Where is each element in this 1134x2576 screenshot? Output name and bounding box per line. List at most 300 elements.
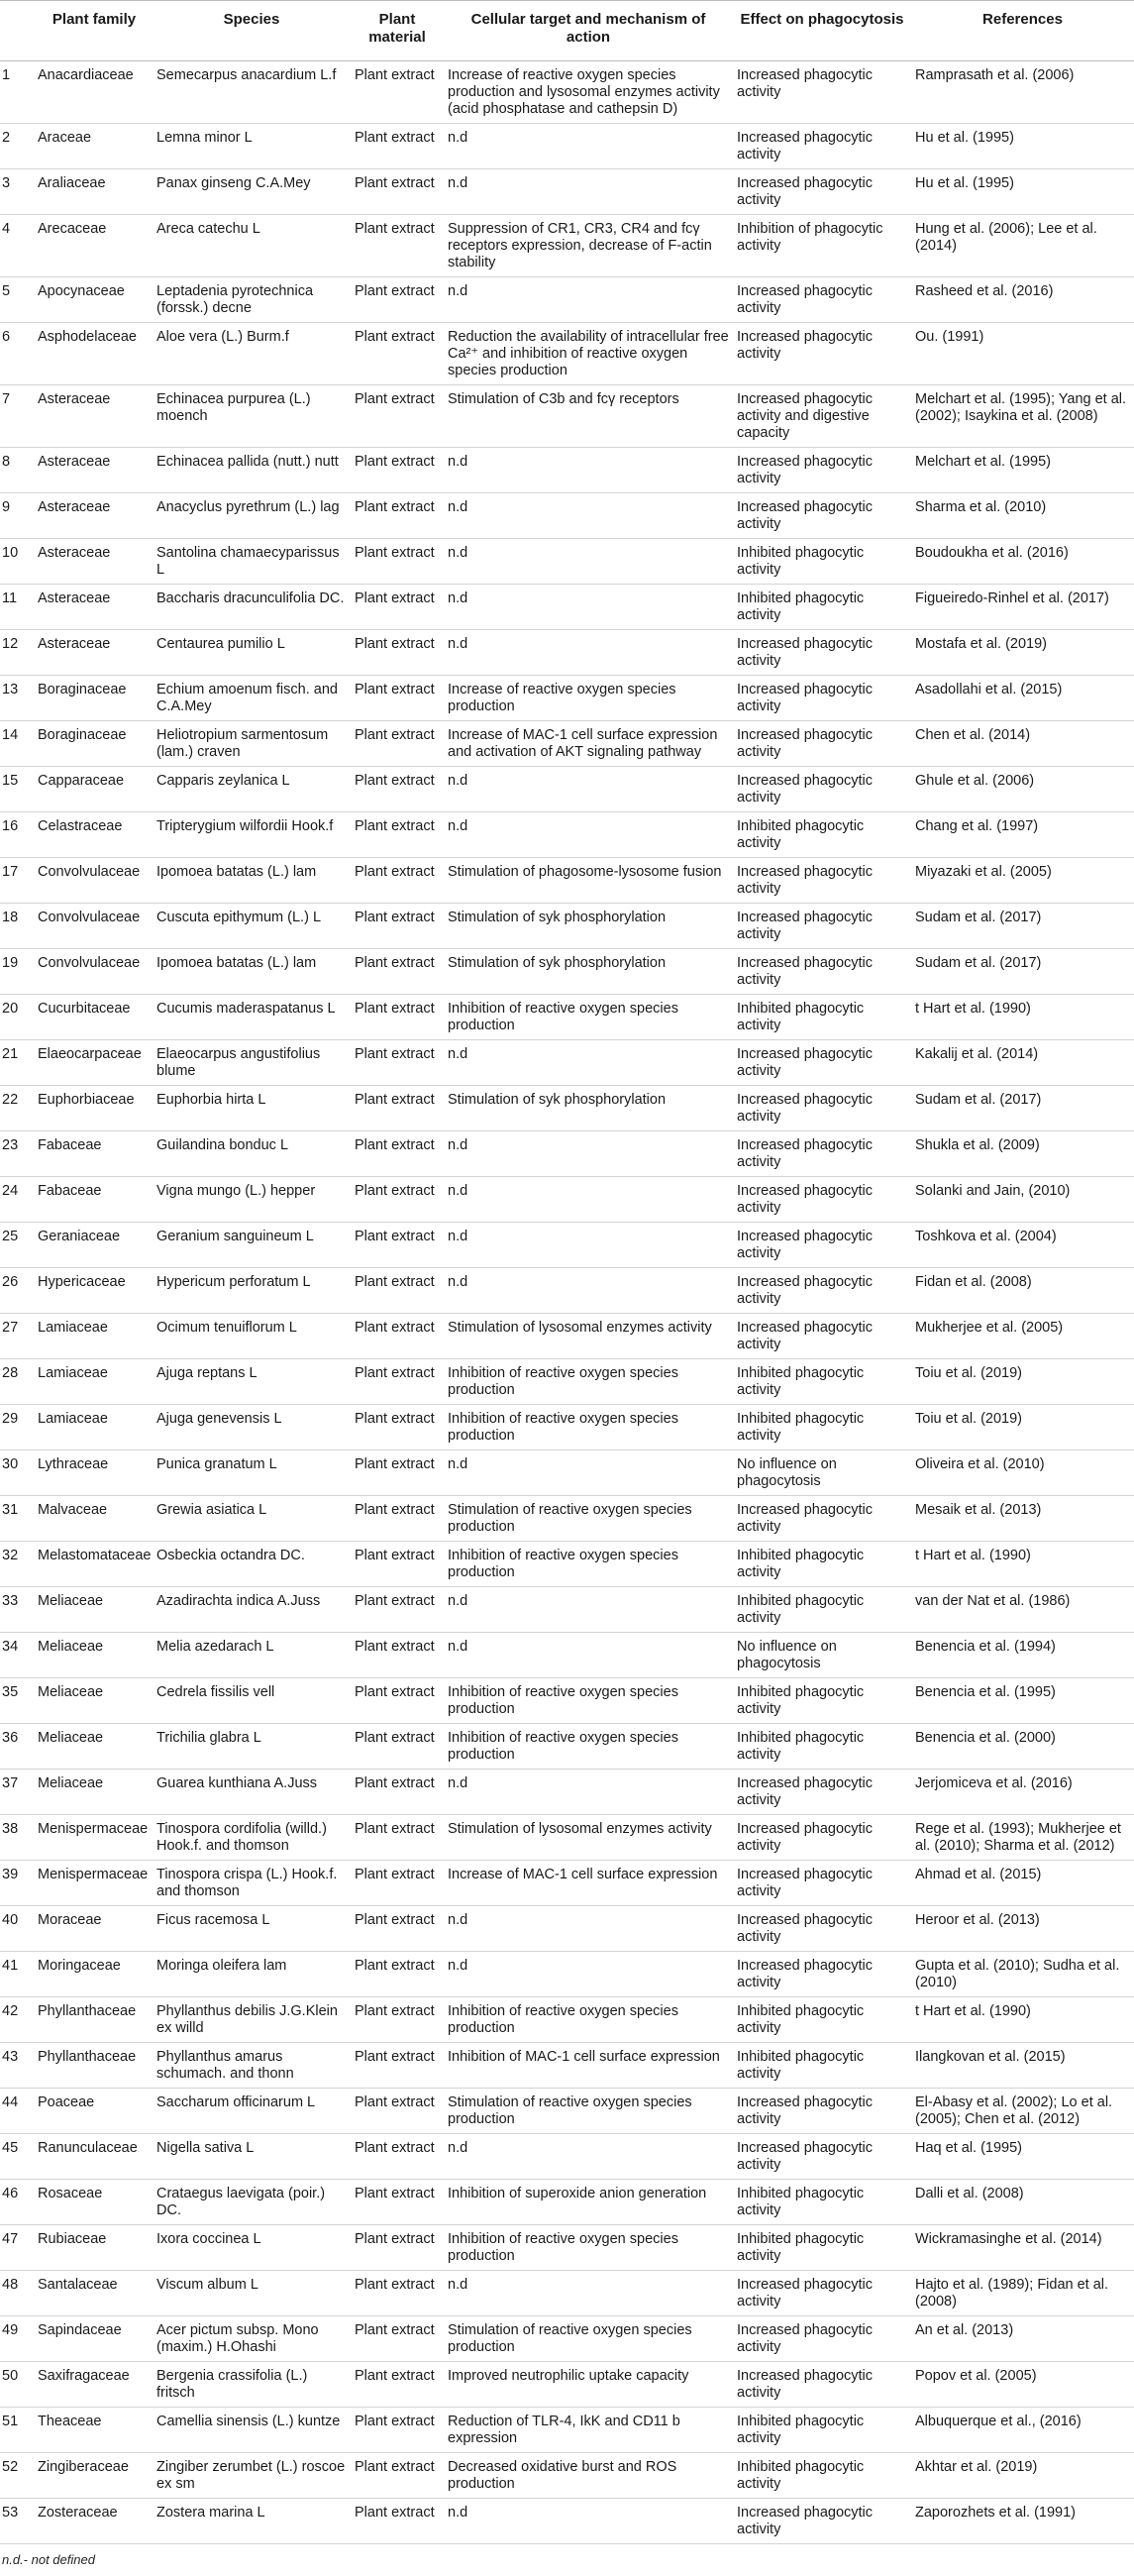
effect-cell: Inhibited phagocytic activity xyxy=(733,1359,911,1405)
plant-family-cell: Meliaceae xyxy=(36,1770,153,1815)
plant-family-cell: Capparaceae xyxy=(36,767,153,812)
row-number: 7 xyxy=(0,385,36,448)
table-row xyxy=(0,1086,1134,1131)
mechanism-cell: n.d xyxy=(444,630,733,676)
row-number: 22 xyxy=(0,1086,36,1131)
plant-family-cell: Zingiberaceae xyxy=(36,2453,153,2499)
mechanism-cell: n.d xyxy=(444,493,733,539)
plant-family-cell: Asteraceae xyxy=(36,539,153,585)
row-number: 11 xyxy=(0,585,36,630)
mechanism-cell: Inhibition of reactive oxygen species production xyxy=(444,1724,733,1770)
species-cell: Bergenia crassifolia (L.) fritsch xyxy=(153,2362,351,2408)
species-cell: Anacyclus pyrethrum (L.) lag xyxy=(153,493,351,539)
plant-material-cell: Plant extract xyxy=(351,585,444,630)
plant-family-cell: Phyllanthaceae xyxy=(36,2043,153,2089)
plant-material-cell: Plant extract xyxy=(351,385,444,448)
reference-cell: Asadollahi et al. (2015) xyxy=(911,676,1134,721)
plant-material-cell: Plant extract xyxy=(351,1450,444,1496)
mechanism-cell: Inhibition of reactive oxygen species production xyxy=(444,1359,733,1405)
table-row xyxy=(0,1040,1134,1086)
species-cell: Santolina chamaecyparissus L xyxy=(153,539,351,585)
table-row xyxy=(0,448,1134,493)
table-row xyxy=(0,215,1134,277)
plant-material-cell: Plant extract xyxy=(351,1040,444,1086)
plant-material-cell: Plant extract xyxy=(351,676,444,721)
plant-family-cell: Asteraceae xyxy=(36,585,153,630)
species-cell: Moringa oleifera lam xyxy=(153,1952,351,1997)
row-number: 8 xyxy=(0,448,36,493)
plant-family-cell: Theaceae xyxy=(36,2408,153,2453)
reference-cell: El-Abasy et al. (2002); Lo et al. (2005); Chen et al. (2012) xyxy=(911,2089,1134,2134)
effect-cell: Increased phagocytic activity xyxy=(733,949,911,995)
species-cell: Guarea kunthiana A.Juss xyxy=(153,1770,351,1815)
species-cell: Centaurea pumilio L xyxy=(153,630,351,676)
species-cell: Cuscuta epithymum (L.) L xyxy=(153,904,351,949)
row-number: 38 xyxy=(0,1815,36,1861)
mechanism-cell: n.d xyxy=(444,1040,733,1086)
effect-cell: Increased phagocytic activity xyxy=(733,169,911,215)
effect-cell: Increased phagocytic activity xyxy=(733,2362,911,2408)
plant-family-cell: Asteraceae xyxy=(36,385,153,448)
plant-family-cell: Euphorbiaceae xyxy=(36,1086,153,1131)
reference-cell: van der Nat et al. (1986) xyxy=(911,1587,1134,1633)
plant-material-cell: Plant extract xyxy=(351,1405,444,1450)
plant-family-cell: Moringaceae xyxy=(36,1952,153,1997)
row-number: 5 xyxy=(0,277,36,323)
header-mechanism: Cellular target and mechanism of action xyxy=(444,1,733,61)
plant-family-cell: Fabaceae xyxy=(36,1177,153,1223)
reference-cell: t Hart et al. (1990) xyxy=(911,1997,1134,2043)
effect-cell: No influence on phagocytosis xyxy=(733,1450,911,1496)
effect-cell: Inhibited phagocytic activity xyxy=(733,1724,911,1770)
plant-material-cell: Plant extract xyxy=(351,1086,444,1131)
plant-family-cell: Meliaceae xyxy=(36,1724,153,1770)
row-number: 1 xyxy=(0,61,36,124)
plant-family-cell: Asphodelaceae xyxy=(36,323,153,385)
row-number: 28 xyxy=(0,1359,36,1405)
reference-cell: t Hart et al. (1990) xyxy=(911,995,1134,1040)
reference-cell: Benencia et al. (1994) xyxy=(911,1633,1134,1678)
species-cell: Cedrela fissilis vell xyxy=(153,1678,351,1724)
effect-cell: Inhibited phagocytic activity xyxy=(733,1542,911,1587)
plant-material-cell: Plant extract xyxy=(351,2134,444,2180)
row-number: 40 xyxy=(0,1906,36,1952)
effect-cell: Increased phagocytic activity xyxy=(733,904,911,949)
plant-material-cell: Plant extract xyxy=(351,1496,444,1542)
plant-family-cell: Arecaceae xyxy=(36,215,153,277)
plant-material-cell: Plant extract xyxy=(351,1952,444,1997)
plant-material-cell: Plant extract xyxy=(351,1359,444,1405)
effect-cell: Increased phagocytic activity xyxy=(733,858,911,904)
effect-cell: Increased phagocytic activity xyxy=(733,1496,911,1542)
reference-cell: Mesaik et al. (2013) xyxy=(911,1496,1134,1542)
effect-cell: Increased phagocytic activity xyxy=(733,676,911,721)
effect-cell: Increased phagocytic activity xyxy=(733,323,911,385)
plant-material-cell: Plant extract xyxy=(351,169,444,215)
mechanism-cell: n.d xyxy=(444,585,733,630)
table-row xyxy=(0,169,1134,215)
mechanism-cell: Decreased oxidative burst and ROS production xyxy=(444,2453,733,2499)
table-row xyxy=(0,2408,1134,2453)
mechanism-cell: n.d xyxy=(444,448,733,493)
mechanism-cell: Inhibition of reactive oxygen species production xyxy=(444,1405,733,1450)
plant-family-cell: Menispermaceae xyxy=(36,1815,153,1861)
reference-cell: Sharma et al. (2010) xyxy=(911,493,1134,539)
plant-material-cell: Plant extract xyxy=(351,2043,444,2089)
species-cell: Azadirachta indica A.Juss xyxy=(153,1587,351,1633)
effect-cell: Increased phagocytic activity xyxy=(733,2271,911,2316)
effect-cell: Increased phagocytic activity xyxy=(733,1815,911,1861)
mechanism-cell: n.d xyxy=(444,1268,733,1314)
species-cell: Semecarpus anacardium L.f xyxy=(153,61,351,124)
plant-family-cell: Malvaceae xyxy=(36,1496,153,1542)
effect-cell: Increased phagocytic activity xyxy=(733,1952,911,1997)
plant-family-cell: Saxifragaceae xyxy=(36,2362,153,2408)
table-row xyxy=(0,1587,1134,1633)
species-cell: Punica granatum L xyxy=(153,1450,351,1496)
plant-family-cell: Celastraceae xyxy=(36,812,153,858)
plant-material-cell: Plant extract xyxy=(351,904,444,949)
plant-material-cell: Plant extract xyxy=(351,2362,444,2408)
reference-cell: Gupta et al. (2010); Sudha et al. (2010) xyxy=(911,1952,1134,1997)
reference-cell: Melchart et al. (1995) xyxy=(911,448,1134,493)
table-row xyxy=(0,585,1134,630)
row-number: 31 xyxy=(0,1496,36,1542)
reference-cell: Rasheed et al. (2016) xyxy=(911,277,1134,323)
row-number: 17 xyxy=(0,858,36,904)
plant-family-cell: Boraginaceae xyxy=(36,721,153,767)
footnote: n.d.- not defined xyxy=(2,2552,95,2567)
plant-material-cell: Plant extract xyxy=(351,1633,444,1678)
effect-cell: Inhibited phagocytic activity xyxy=(733,539,911,585)
plant-family-cell: Sapindaceae xyxy=(36,2316,153,2362)
effect-cell: Inhibited phagocytic activity xyxy=(733,585,911,630)
row-number: 3 xyxy=(0,169,36,215)
species-cell: Capparis zeylanica L xyxy=(153,767,351,812)
row-number: 20 xyxy=(0,995,36,1040)
species-cell: Hypericum perforatum L xyxy=(153,1268,351,1314)
effect-cell: Increased phagocytic activity xyxy=(733,2316,911,2362)
row-number: 36 xyxy=(0,1724,36,1770)
table-row xyxy=(0,1997,1134,2043)
effect-cell: Inhibited phagocytic activity xyxy=(733,812,911,858)
species-cell: Ixora coccinea L xyxy=(153,2225,351,2271)
plant-family-cell: Apocynaceae xyxy=(36,277,153,323)
species-cell: Zingiber zerumbet (L.) roscoe ex sm xyxy=(153,2453,351,2499)
plant-material-cell: Plant extract xyxy=(351,2225,444,2271)
effect-cell: Inhibited phagocytic activity xyxy=(733,2043,911,2089)
species-cell: Ipomoea batatas (L.) lam xyxy=(153,858,351,904)
row-number: 24 xyxy=(0,1177,36,1223)
plant-material-cell: Plant extract xyxy=(351,949,444,995)
reference-cell: Boudoukha et al. (2016) xyxy=(911,539,1134,585)
species-cell: Baccharis dracunculifolia DC. xyxy=(153,585,351,630)
plant-material-cell: Plant extract xyxy=(351,1861,444,1906)
table-row xyxy=(0,721,1134,767)
mechanism-cell: Inhibition of reactive oxygen species production xyxy=(444,1997,733,2043)
header-num xyxy=(0,1,36,61)
row-number: 26 xyxy=(0,1268,36,1314)
species-cell: Echium amoenum fisch. and C.A.Mey xyxy=(153,676,351,721)
mechanism-cell: Stimulation of C3b and fcγ receptors xyxy=(444,385,733,448)
plant-material-cell: Plant extract xyxy=(351,2453,444,2499)
table-row xyxy=(0,1724,1134,1770)
row-number: 2 xyxy=(0,124,36,169)
reference-cell: Akhtar et al. (2019) xyxy=(911,2453,1134,2499)
row-number: 46 xyxy=(0,2180,36,2225)
table-row xyxy=(0,1815,1134,1861)
plant-family-cell: Geraniaceae xyxy=(36,1223,153,1268)
plant-material-cell: Plant extract xyxy=(351,493,444,539)
mechanism-cell: Stimulation of lysosomal enzymes activity xyxy=(444,1314,733,1359)
effect-cell: Increased phagocytic activity xyxy=(733,1223,911,1268)
species-cell: Phyllanthus amarus schumach. and thonn xyxy=(153,2043,351,2089)
species-cell: Heliotropium sarmentosum (lam.) craven xyxy=(153,721,351,767)
mechanism-cell: Stimulation of phagosome-lysosome fusion xyxy=(444,858,733,904)
table-row xyxy=(0,1223,1134,1268)
row-number: 44 xyxy=(0,2089,36,2134)
effect-cell: Inhibited phagocytic activity xyxy=(733,995,911,1040)
reference-cell: Hajto et al. (1989); Fidan et al. (2008) xyxy=(911,2271,1134,2316)
plant-family-cell: Araceae xyxy=(36,124,153,169)
plant-material-cell: Plant extract xyxy=(351,1268,444,1314)
species-cell: Areca catechu L xyxy=(153,215,351,277)
species-cell: Vigna mungo (L.) hepper xyxy=(153,1177,351,1223)
species-cell: Phyllanthus debilis J.G.Klein ex willd xyxy=(153,1997,351,2043)
table-row xyxy=(0,904,1134,949)
mechanism-cell: n.d xyxy=(444,1223,733,1268)
table-row xyxy=(0,323,1134,385)
reference-cell: Hu et al. (1995) xyxy=(911,124,1134,169)
row-number: 27 xyxy=(0,1314,36,1359)
species-cell: Crataegus laevigata (poir.) DC. xyxy=(153,2180,351,2225)
row-number: 48 xyxy=(0,2271,36,2316)
effect-cell: Increased phagocytic activity xyxy=(733,1906,911,1952)
plant-material-cell: Plant extract xyxy=(351,1223,444,1268)
table-row xyxy=(0,2225,1134,2271)
mechanism-cell: Inhibition of reactive oxygen species production xyxy=(444,2225,733,2271)
header-row xyxy=(0,1,1134,61)
header-plant-family: Plant family xyxy=(36,1,153,61)
plant-material-cell: Plant extract xyxy=(351,995,444,1040)
plant-material-cell: Plant extract xyxy=(351,2499,444,2544)
row-number: 18 xyxy=(0,904,36,949)
plant-material-cell: Plant extract xyxy=(351,1542,444,1587)
effect-cell: Increased phagocytic activity xyxy=(733,1314,911,1359)
table-row xyxy=(0,812,1134,858)
table-row xyxy=(0,539,1134,585)
row-number: 32 xyxy=(0,1542,36,1587)
reference-cell: Melchart et al. (1995); Yang et al. (2002); Isaykina et al. (2008) xyxy=(911,385,1134,448)
row-number: 14 xyxy=(0,721,36,767)
reference-cell: Rege et al. (1993); Mukherjee et al. (2010); Sharma et al. (2012) xyxy=(911,1815,1134,1861)
reference-cell: Haq et al. (1995) xyxy=(911,2134,1134,2180)
species-cell: Ajuga reptans L xyxy=(153,1359,351,1405)
species-cell: Zostera marina L xyxy=(153,2499,351,2544)
plant-material-cell: Plant extract xyxy=(351,2271,444,2316)
effect-cell: Increased phagocytic activity xyxy=(733,277,911,323)
row-number: 16 xyxy=(0,812,36,858)
reference-cell: Mukherjee et al. (2005) xyxy=(911,1314,1134,1359)
effect-cell: Increased phagocytic activity xyxy=(733,493,911,539)
effect-cell: Inhibition of phagocytic activity xyxy=(733,215,911,277)
mechanism-cell: Stimulation of reactive oxygen species production xyxy=(444,2316,733,2362)
species-cell: Geranium sanguineum L xyxy=(153,1223,351,1268)
plant-family-cell: Rosaceae xyxy=(36,2180,153,2225)
effect-cell: Increased phagocytic activity xyxy=(733,1770,911,1815)
reference-cell: Sudam et al. (2017) xyxy=(911,1086,1134,1131)
table-row xyxy=(0,949,1134,995)
table-row xyxy=(0,1952,1134,1997)
row-number: 51 xyxy=(0,2408,36,2453)
header-species: Species xyxy=(153,1,351,61)
species-cell: Echinacea pallida (nutt.) nutt xyxy=(153,448,351,493)
plant-family-cell: Boraginaceae xyxy=(36,676,153,721)
table-row xyxy=(0,1359,1134,1405)
plant-family-cell: Fabaceae xyxy=(36,1131,153,1177)
plant-material-cell: Plant extract xyxy=(351,539,444,585)
effect-cell: Inhibited phagocytic activity xyxy=(733,2453,911,2499)
row-number: 23 xyxy=(0,1131,36,1177)
mechanism-cell: Stimulation of syk phosphorylation xyxy=(444,904,733,949)
table-header xyxy=(0,1,1134,61)
mechanism-cell: n.d xyxy=(444,2499,733,2544)
reference-cell: Fidan et al. (2008) xyxy=(911,1268,1134,1314)
row-number: 47 xyxy=(0,2225,36,2271)
species-cell: Nigella sativa L xyxy=(153,2134,351,2180)
mechanism-cell: n.d xyxy=(444,169,733,215)
table-row xyxy=(0,277,1134,323)
table-row xyxy=(0,2316,1134,2362)
mechanism-cell: Inhibition of reactive oxygen species production xyxy=(444,1678,733,1724)
species-cell: Saccharum officinarum L xyxy=(153,2089,351,2134)
mechanism-cell: Stimulation of reactive oxygen species production xyxy=(444,2089,733,2134)
plant-family-cell: Meliaceae xyxy=(36,1633,153,1678)
plant-family-cell: Elaeocarpaceae xyxy=(36,1040,153,1086)
table-row xyxy=(0,1405,1134,1450)
reference-cell: Miyazaki et al. (2005) xyxy=(911,858,1134,904)
reference-cell: Toiu et al. (2019) xyxy=(911,1405,1134,1450)
reference-cell: Popov et al. (2005) xyxy=(911,2362,1134,2408)
mechanism-cell: n.d xyxy=(444,1177,733,1223)
table-row xyxy=(0,385,1134,448)
table-row xyxy=(0,1314,1134,1359)
row-number: 4 xyxy=(0,215,36,277)
header-plant-material: Plant material xyxy=(351,1,444,61)
plant-material-cell: Plant extract xyxy=(351,1678,444,1724)
mechanism-cell: Reduction the availability of intracellular free Ca²⁺ and inhibition of reactive oxygen species production xyxy=(444,323,733,385)
header-effect: Effect on phagocytosis xyxy=(733,1,911,61)
table-row xyxy=(0,1177,1134,1223)
header-references: References xyxy=(911,1,1134,61)
species-cell: Panax ginseng C.A.Mey xyxy=(153,169,351,215)
species-cell: Osbeckia octandra DC. xyxy=(153,1542,351,1587)
plant-material-cell: Plant extract xyxy=(351,858,444,904)
mechanism-cell: n.d xyxy=(444,767,733,812)
plant-material-cell: Plant extract xyxy=(351,2408,444,2453)
effect-cell: Increased phagocytic activity xyxy=(733,767,911,812)
effect-cell: Increased phagocytic activity xyxy=(733,630,911,676)
reference-cell: An et al. (2013) xyxy=(911,2316,1134,2362)
plant-material-cell: Plant extract xyxy=(351,2180,444,2225)
row-number: 30 xyxy=(0,1450,36,1496)
effect-cell: Increased phagocytic activity xyxy=(733,1177,911,1223)
table-row xyxy=(0,1131,1134,1177)
plant-material-cell: Plant extract xyxy=(351,1177,444,1223)
plant-family-cell: Santalaceae xyxy=(36,2271,153,2316)
reference-cell: Benencia et al. (2000) xyxy=(911,1724,1134,1770)
plant-material-cell: Plant extract xyxy=(351,277,444,323)
row-number: 39 xyxy=(0,1861,36,1906)
plant-family-cell: Araliaceae xyxy=(36,169,153,215)
effect-cell: Increased phagocytic activity xyxy=(733,1086,911,1131)
row-number: 41 xyxy=(0,1952,36,1997)
reference-cell: Ramprasath et al. (2006) xyxy=(911,61,1134,124)
mechanism-cell: Stimulation of reactive oxygen species production xyxy=(444,1496,733,1542)
effect-cell: Increased phagocytic activity xyxy=(733,1861,911,1906)
mechanism-cell: n.d xyxy=(444,124,733,169)
plant-material-cell: Plant extract xyxy=(351,2316,444,2362)
effect-cell: Increased phagocytic activity xyxy=(733,2134,911,2180)
effect-cell: Inhibited phagocytic activity xyxy=(733,1678,911,1724)
plant-family-cell: Convolvulaceae xyxy=(36,949,153,995)
mechanism-cell: Inhibition of superoxide anion generation xyxy=(444,2180,733,2225)
mechanism-cell: Increase of MAC-1 cell surface expression xyxy=(444,1861,733,1906)
row-number: 45 xyxy=(0,2134,36,2180)
species-cell: Guilandina bonduc L xyxy=(153,1131,351,1177)
reference-cell: Shukla et al. (2009) xyxy=(911,1131,1134,1177)
reference-cell: Mostafa et al. (2019) xyxy=(911,630,1134,676)
row-number: 33 xyxy=(0,1587,36,1633)
plant-family-cell: Ranunculaceae xyxy=(36,2134,153,2180)
mechanism-cell: Inhibition of reactive oxygen species production xyxy=(444,995,733,1040)
plant-material-cell: Plant extract xyxy=(351,1997,444,2043)
plant-material-cell: Plant extract xyxy=(351,124,444,169)
mechanism-cell: Inhibition of MAC-1 cell surface expression xyxy=(444,2043,733,2089)
species-cell: Ocimum tenuiflorum L xyxy=(153,1314,351,1359)
mechanism-cell: n.d xyxy=(444,539,733,585)
species-cell: Melia azedarach L xyxy=(153,1633,351,1678)
reference-cell: Ou. (1991) xyxy=(911,323,1134,385)
table-row xyxy=(0,2362,1134,2408)
reference-cell: Hu et al. (1995) xyxy=(911,169,1134,215)
table-row xyxy=(0,630,1134,676)
table-row xyxy=(0,61,1134,124)
mechanism-cell: n.d xyxy=(444,1587,733,1633)
table-row xyxy=(0,2499,1134,2544)
effect-cell: Increased phagocytic activity xyxy=(733,2089,911,2134)
mechanism-cell: Increase of reactive oxygen species production and lysosomal enzymes activity (acid phosphatase and cathepsin D) xyxy=(444,61,733,124)
mechanism-cell: n.d xyxy=(444,2134,733,2180)
mechanism-cell: n.d xyxy=(444,1952,733,1997)
plant-family-cell: Anacardiaceae xyxy=(36,61,153,124)
species-cell: Ficus racemosa L xyxy=(153,1906,351,1952)
plant-family-cell: Zosteraceae xyxy=(36,2499,153,2544)
species-cell: Tripterygium wilfordii Hook.f xyxy=(153,812,351,858)
row-number: 15 xyxy=(0,767,36,812)
species-cell: Tinospora crispa (L.) Hook.f. and thomson xyxy=(153,1861,351,1906)
species-cell: Lemna minor L xyxy=(153,124,351,169)
effect-cell: Inhibited phagocytic activity xyxy=(733,2408,911,2453)
reference-cell: Ghule et al. (2006) xyxy=(911,767,1134,812)
plant-family-cell: Lamiaceae xyxy=(36,1314,153,1359)
plant-family-cell: Cucurbitaceae xyxy=(36,995,153,1040)
species-cell: Cucumis maderaspatanus L xyxy=(153,995,351,1040)
plant-family-cell: Meliaceae xyxy=(36,1587,153,1633)
table-row xyxy=(0,1678,1134,1724)
effect-cell: Increased phagocytic activity and digestive capacity xyxy=(733,385,911,448)
row-number: 6 xyxy=(0,323,36,385)
